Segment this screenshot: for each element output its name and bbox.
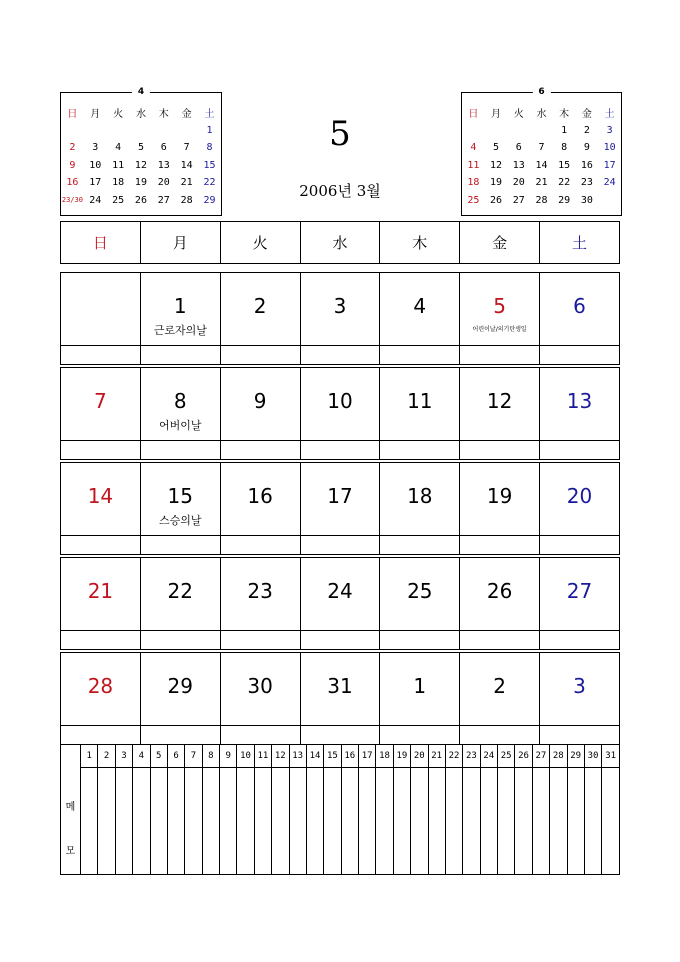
day-number: 2 <box>493 674 506 698</box>
day-cell[interactable] <box>540 653 620 726</box>
mini_prev-day: 16 <box>66 177 79 189</box>
day-cell[interactable] <box>220 653 300 726</box>
memo-day-number: 11 <box>254 745 271 768</box>
mini_next-weekday: 月 <box>491 109 502 121</box>
mini_prev-day: 14 <box>180 159 193 171</box>
memo-day-number: 18 <box>376 745 393 768</box>
day-cell[interactable] <box>300 463 380 536</box>
mini_prev-weekday: 金 <box>181 109 192 121</box>
mini_prev-day: 25 <box>112 194 125 206</box>
mini_next-day: 20 <box>512 177 525 189</box>
day-number: 22 <box>167 579 193 603</box>
mini-calendar-previous-grid <box>61 104 221 209</box>
memo-cell[interactable] <box>237 768 254 875</box>
memo-day-number: 28 <box>550 745 567 768</box>
day-cell[interactable] <box>540 368 620 441</box>
memo-day-number: 4 <box>133 745 150 768</box>
mini_next-weekday: 火 <box>513 109 524 121</box>
memo-day-number: 17 <box>359 745 376 768</box>
mini_next-day <box>485 122 508 140</box>
mini-calendar-previous <box>60 87 222 216</box>
mini_next-day: 17 <box>603 159 616 171</box>
mini_prev-day: 26 <box>134 194 147 206</box>
month-grid <box>60 272 620 745</box>
note-cell[interactable] <box>300 536 380 555</box>
day-cell[interactable] <box>300 273 380 346</box>
mini_prev-weekday: 水 <box>135 109 146 121</box>
mini_next-weekday: 水 <box>536 109 547 121</box>
note-cell[interactable] <box>220 536 300 555</box>
holiday-label: 스승의날 <box>159 514 202 527</box>
mini_next-day: 6 <box>515 142 522 154</box>
note-cell[interactable] <box>220 726 300 745</box>
mini_next-day: 2 <box>583 124 590 136</box>
memo-cell[interactable] <box>602 768 620 875</box>
mini_next-day: 27 <box>512 194 525 206</box>
memo-cell[interactable] <box>376 768 393 875</box>
day-cell[interactable] <box>220 273 300 346</box>
memo-cell[interactable] <box>550 768 567 875</box>
day-cell[interactable] <box>300 368 380 441</box>
memo-day-number: 15 <box>324 745 341 768</box>
mini_prev-day: 7 <box>183 142 190 154</box>
day-number: 12 <box>486 389 513 413</box>
memo-day-number: 30 <box>584 745 601 768</box>
day-cell[interactable] <box>61 653 141 726</box>
note-cell[interactable] <box>540 631 620 650</box>
mini_prev-day: 10 <box>89 159 102 171</box>
mini_prev-day: 2 <box>69 142 76 154</box>
mini_next-day: 30 <box>580 194 593 206</box>
memo-cell[interactable] <box>115 768 132 875</box>
day-number: 3 <box>573 674 586 698</box>
mini_prev-day: 21 <box>180 177 193 189</box>
note-cell[interactable] <box>220 631 300 650</box>
mini_prev-day: 11 <box>112 159 125 171</box>
note-cell[interactable] <box>540 536 620 555</box>
note-cell[interactable] <box>61 536 141 555</box>
memo-cell[interactable] <box>202 768 219 875</box>
mini_prev-day: 27 <box>157 194 170 206</box>
note-cell[interactable] <box>380 631 460 650</box>
day-cell[interactable] <box>220 558 300 631</box>
day-cell[interactable] <box>140 653 220 726</box>
day-number: 10 <box>327 389 353 413</box>
mini_prev-day: 1 <box>206 124 213 136</box>
note-cell[interactable] <box>140 346 220 365</box>
note-cell[interactable] <box>140 441 220 460</box>
day-number: 23 <box>247 579 273 603</box>
note-cell[interactable] <box>140 631 220 650</box>
note-cell[interactable] <box>380 441 460 460</box>
mini-calendar-next-grid <box>462 104 621 209</box>
day-cell[interactable] <box>380 653 460 726</box>
month-number: 5 <box>329 114 351 154</box>
note-cell[interactable] <box>140 726 220 745</box>
memo-day-number: 2 <box>98 745 115 768</box>
note-cell[interactable] <box>300 441 380 460</box>
mini_prev-day: 4 <box>115 142 122 154</box>
mini_prev-day: 23/30 <box>61 196 83 205</box>
day-number: 6 <box>573 294 586 318</box>
mini_next-day: 1 <box>561 124 568 136</box>
memo-day-number: 21 <box>428 745 445 768</box>
memo-cell[interactable] <box>445 768 462 875</box>
mini_prev-day: 17 <box>89 177 102 189</box>
mini_prev-day: 9 <box>69 159 76 171</box>
mini_next-day: 19 <box>490 177 503 189</box>
memo-day-number: 5 <box>150 745 167 768</box>
note-cell[interactable] <box>380 726 460 745</box>
memo-day-number: 8 <box>202 745 219 768</box>
day-number: 17 <box>327 484 353 508</box>
mini_prev-day: 13 <box>157 159 170 171</box>
mini_prev-weekday: 日 <box>67 109 78 121</box>
memo-day-number: 10 <box>237 745 254 768</box>
mini_next-day: 26 <box>490 194 503 206</box>
memo-day-number: 19 <box>393 745 410 768</box>
day-cell[interactable] <box>220 463 300 536</box>
memo-cell[interactable] <box>463 768 480 875</box>
day-cell[interactable] <box>460 463 540 536</box>
memo-cell[interactable] <box>289 768 306 875</box>
memo-cell[interactable] <box>254 768 271 875</box>
mini_prev-day: 28 <box>180 194 193 206</box>
mini_next-day: 9 <box>583 142 590 154</box>
mini_next-day: 18 <box>467 177 480 189</box>
note-cell[interactable] <box>61 631 141 650</box>
note-cell[interactable] <box>220 441 300 460</box>
day-number: 15 <box>167 484 193 508</box>
mini_next-day: 10 <box>603 142 616 154</box>
day-number: 11 <box>407 389 433 413</box>
mini_next-weekday: 日 <box>468 109 479 121</box>
holiday-label: 어버이날 <box>159 419 202 432</box>
note-cell[interactable] <box>380 346 460 365</box>
weekday-label: 月 <box>140 222 220 264</box>
day-cell[interactable] <box>380 558 460 631</box>
note-cell[interactable] <box>300 346 380 365</box>
memo-day-number: 26 <box>515 745 532 768</box>
day-number: 5 <box>493 294 506 318</box>
note-cell[interactable] <box>300 631 380 650</box>
day-number: 20 <box>566 484 593 508</box>
mini_next-day <box>598 192 621 210</box>
day-cell[interactable] <box>460 653 540 726</box>
memo-day-number: 22 <box>445 745 462 768</box>
day-number: 7 <box>94 389 107 413</box>
mini_prev-day: 12 <box>134 159 147 171</box>
day-number: 18 <box>407 484 433 508</box>
day-cell[interactable] <box>460 273 540 346</box>
holiday-label: 근로자의날 <box>153 324 207 337</box>
day-cell[interactable] <box>300 653 380 726</box>
memo-cell[interactable] <box>220 768 237 875</box>
day-cell[interactable] <box>61 273 141 346</box>
mini_next-day: 14 <box>535 159 548 171</box>
memo-cell[interactable] <box>185 768 202 875</box>
memo-label <box>61 745 81 875</box>
mini_prev-day: 20 <box>157 177 170 189</box>
memo-cell[interactable] <box>272 768 289 875</box>
day-cell[interactable] <box>61 558 141 631</box>
mini_next-day <box>507 122 530 140</box>
note-cell[interactable] <box>220 346 300 365</box>
day-cell[interactable] <box>380 463 460 536</box>
mini_prev-day <box>84 122 107 140</box>
memo-table <box>60 744 620 875</box>
mini_prev-day: 8 <box>206 142 213 154</box>
mini_next-weekday: 木 <box>559 109 570 121</box>
day-number: 26 <box>486 579 513 603</box>
mini_next-day: 29 <box>558 194 571 206</box>
day-number: 1 <box>173 294 187 318</box>
mini_next-day: 24 <box>603 177 616 189</box>
mini_next-day <box>530 122 553 140</box>
memo-day-number: 3 <box>115 745 132 768</box>
memo-cell[interactable] <box>428 768 445 875</box>
note-cell[interactable] <box>460 441 540 460</box>
mini_prev-day <box>152 122 175 140</box>
mini_next-day: 22 <box>558 177 571 189</box>
weekday-label: 水 <box>300 222 380 264</box>
memo-day-number: 16 <box>341 745 358 768</box>
day-number: 16 <box>247 484 273 508</box>
day-number: 2 <box>253 294 267 318</box>
mini_prev-day: 15 <box>203 159 216 171</box>
mini_prev-day: 18 <box>112 177 125 189</box>
day-cell[interactable] <box>300 558 380 631</box>
note-cell[interactable] <box>540 726 620 745</box>
weekday-label: 木 <box>380 222 460 264</box>
memo-day-number: 31 <box>602 745 620 768</box>
note-cell[interactable] <box>460 631 540 650</box>
memo-day-number: 14 <box>306 745 323 768</box>
memo-day-number: 7 <box>185 745 202 768</box>
holiday-label: 어린이날/의기탄생일 <box>472 326 527 333</box>
mini_prev-weekday: 火 <box>113 109 124 121</box>
memo-cell[interactable] <box>515 768 532 875</box>
memo-cell[interactable] <box>584 768 601 875</box>
day-cell[interactable] <box>460 368 540 441</box>
memo-label-bottom: 모 <box>65 846 76 857</box>
memo-day-number: 6 <box>167 745 184 768</box>
day-cell[interactable] <box>540 273 620 346</box>
day-number: 13 <box>566 389 593 413</box>
day-number: 9 <box>253 389 267 413</box>
mini_prev-day: 6 <box>160 142 167 154</box>
mini_next-day: 15 <box>558 159 571 171</box>
memo-day-number: 1 <box>81 745 98 768</box>
day-cell[interactable] <box>540 558 620 631</box>
weekday-label: 火 <box>220 222 300 264</box>
memo-day-number: 29 <box>567 745 584 768</box>
weekday-header <box>60 221 620 264</box>
mini-calendar-previous-title: 4 <box>132 85 150 99</box>
note-cell[interactable] <box>460 346 540 365</box>
memo-day-number: 27 <box>532 745 549 768</box>
mini_next-weekday: 金 <box>581 109 592 121</box>
mini_next-day: 12 <box>490 159 503 171</box>
mini_prev-day <box>175 122 198 140</box>
mini_prev-day <box>107 122 130 140</box>
day-number: 21 <box>87 579 114 603</box>
note-cell[interactable] <box>380 536 460 555</box>
day-number: 25 <box>407 579 433 603</box>
memo-cell[interactable] <box>324 768 341 875</box>
day-cell[interactable] <box>61 368 141 441</box>
memo-cell[interactable] <box>411 768 428 875</box>
note-cell[interactable] <box>460 536 540 555</box>
memo-day-number: 20 <box>411 745 428 768</box>
day-number: 3 <box>333 294 347 318</box>
mini_next-day: 5 <box>493 142 500 154</box>
memo-label-top: 메 <box>65 802 76 813</box>
mini_prev-day <box>130 122 153 140</box>
mini_prev-day: 19 <box>134 177 147 189</box>
mini_next-day: 4 <box>470 142 477 154</box>
day-number: 1 <box>413 674 427 698</box>
memo-day-number: 24 <box>480 745 497 768</box>
weekday-label: 土 <box>540 222 620 264</box>
memo-cell[interactable] <box>167 768 184 875</box>
day-cell[interactable] <box>61 463 141 536</box>
memo-cell[interactable] <box>480 768 497 875</box>
day-number: 28 <box>87 674 114 698</box>
day-number: 27 <box>566 579 593 603</box>
memo-cell[interactable] <box>150 768 167 875</box>
memo-cell[interactable] <box>306 768 323 875</box>
memo-cell[interactable] <box>532 768 549 875</box>
mini_next-day: 7 <box>538 142 545 154</box>
note-cell[interactable] <box>540 346 620 365</box>
mini_next-day: 25 <box>467 194 480 206</box>
memo-day-number: 13 <box>289 745 306 768</box>
mini_next-day: 23 <box>580 177 593 189</box>
memo-day-number: 12 <box>272 745 289 768</box>
day-number: 31 <box>327 674 353 698</box>
note-cell[interactable] <box>61 346 141 365</box>
mini_prev-day: 24 <box>89 194 102 206</box>
mini_prev-weekday: 木 <box>158 109 169 121</box>
day-cell[interactable] <box>540 463 620 536</box>
note-cell[interactable] <box>300 726 380 745</box>
day-number: 24 <box>327 579 353 603</box>
mini_next-day <box>462 122 485 140</box>
mini_prev-day <box>61 122 84 140</box>
mini-calendar-next-title: 6 <box>532 85 550 99</box>
mini_prev-day: 29 <box>203 194 216 206</box>
mini_next-weekday: 土 <box>604 109 615 121</box>
mini_next-day: 21 <box>535 177 548 189</box>
mini_prev-weekday: 月 <box>90 109 101 121</box>
memo-cell[interactable] <box>81 768 98 875</box>
memo-cell[interactable] <box>133 768 150 875</box>
mini_next-day: 8 <box>561 142 568 154</box>
memo-cell[interactable] <box>393 768 410 875</box>
day-number: 30 <box>247 674 273 698</box>
day-cell[interactable] <box>140 368 220 441</box>
memo-cell[interactable] <box>98 768 115 875</box>
note-cell[interactable] <box>61 441 141 460</box>
memo-day-number: 25 <box>498 745 515 768</box>
day-cell[interactable] <box>460 558 540 631</box>
day-cell[interactable] <box>140 463 220 536</box>
day-number: 14 <box>87 484 114 508</box>
mini_next-day: 13 <box>512 159 525 171</box>
weekday-label: 金 <box>460 222 540 264</box>
day-number: 19 <box>486 484 513 508</box>
mini_next-day: 28 <box>535 194 548 206</box>
day-cell[interactable] <box>380 368 460 441</box>
year-month-subtitle: 2006년 3월 <box>299 182 381 200</box>
memo-cell[interactable] <box>341 768 358 875</box>
day-number: 29 <box>167 674 193 698</box>
day-cell[interactable] <box>140 273 220 346</box>
mini_prev-day: 22 <box>203 177 216 189</box>
mini_prev-weekday: 土 <box>204 109 215 121</box>
mini-calendar-next <box>461 87 622 216</box>
note-cell[interactable] <box>540 441 620 460</box>
day-number: 8 <box>173 389 187 413</box>
memo-cell[interactable] <box>567 768 584 875</box>
memo-cell[interactable] <box>359 768 376 875</box>
memo-day-number: 9 <box>220 745 237 768</box>
mini_next-day: 3 <box>606 124 613 136</box>
mini_next-day: 11 <box>467 159 480 171</box>
mini_prev-day: 5 <box>137 142 144 154</box>
day-cell[interactable] <box>380 273 460 346</box>
note-cell[interactable] <box>460 726 540 745</box>
memo-cell[interactable] <box>498 768 515 875</box>
mini_next-day: 16 <box>580 159 593 171</box>
weekday-label: 日 <box>61 222 141 264</box>
memo-day-number: 23 <box>463 745 480 768</box>
mini_prev-day: 3 <box>92 142 99 154</box>
day-cell[interactable] <box>140 558 220 631</box>
day-cell[interactable] <box>220 368 300 441</box>
note-cell[interactable] <box>140 536 220 555</box>
day-number: 4 <box>413 294 427 318</box>
note-cell[interactable] <box>61 726 141 745</box>
